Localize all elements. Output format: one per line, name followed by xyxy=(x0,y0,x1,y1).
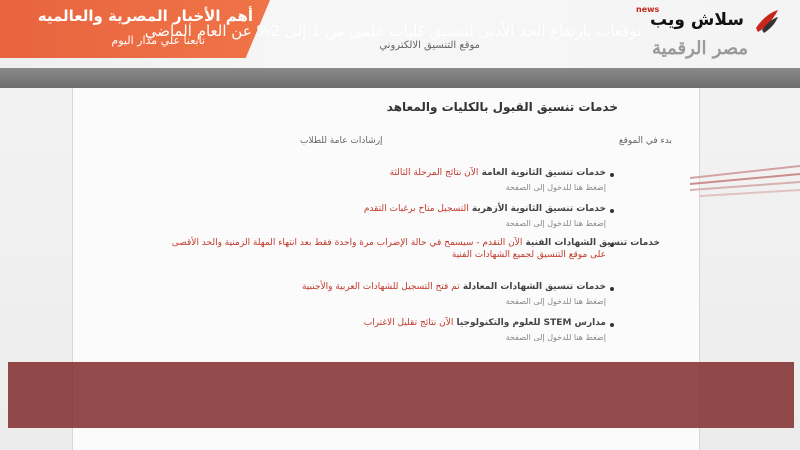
headline-caption: توقعات بارتفاع الحد الأدنى لتنسيق كليات علمى من 1 إلى 2% عن العام الماضي xyxy=(144,22,642,40)
bullet xyxy=(610,287,614,291)
service-title: خدمات تنسيق الشهادات المعادلة xyxy=(462,282,606,292)
service-title: خدمات تنسيق الشهادات الفنية xyxy=(525,238,660,248)
bullet xyxy=(610,173,614,177)
service-link[interactable]: إضغط هنا للدخول إلى الصفحة xyxy=(505,333,606,342)
home-link[interactable]: بدء في الموقع xyxy=(618,136,672,146)
banner-subtitle: تابعنا علي مدار اليوم xyxy=(111,34,205,47)
service-item-technical[interactable] xyxy=(100,238,660,274)
service-note: التسجيل متاح برغبات التقدم xyxy=(363,204,469,214)
bullet xyxy=(610,323,614,327)
service-link[interactable]: إضغط هنا للدخول إلى الصفحة xyxy=(505,219,606,228)
service-title: خدمات تنسيق الثانوية الأزهرية xyxy=(471,204,606,214)
student-guide-link[interactable]: إرشادات عامة للطلاب xyxy=(300,136,383,146)
service-note-continued: على موقع التنسيق لجميع الشهادات الفنية xyxy=(451,250,606,260)
caption-strip xyxy=(8,362,794,428)
portal-subtitle: موقع التنسيق الالكتروني xyxy=(379,40,480,51)
service-item-general[interactable] xyxy=(100,168,620,204)
portal-navbar xyxy=(0,68,800,88)
service-link[interactable]: إضغط هنا للدخول إلى الصفحة xyxy=(505,183,606,192)
service-item-azhar[interactable] xyxy=(100,204,620,240)
decorative-stripes xyxy=(690,160,800,220)
service-note: الآن نتائج تقليل الاغتراب xyxy=(363,318,454,328)
service-note: تم فتح التسجيل للشهادات العربية والأجنبية xyxy=(301,282,460,292)
brand-logo: سلاش ويب xyxy=(650,10,744,30)
service-title: خدمات تنسيق الثانوية العامة xyxy=(481,168,606,178)
portal-logo: مصر الرقمية xyxy=(652,38,748,59)
service-title: مدارس STEM للعلوم والتكنولوجيا xyxy=(456,318,606,328)
page-heading: خدمات تنسيق القبول بالكليات والمعاهد xyxy=(386,100,618,114)
service-item-equivalent[interactable] xyxy=(100,282,620,318)
service-link[interactable]: إضغط هنا للدخول إلى الصفحة xyxy=(505,297,606,306)
banner-title: أهم الأخبار المصرية والعالميه xyxy=(37,7,253,25)
breadcrumb xyxy=(300,136,672,150)
service-note: الآن نتائج المرحلة الثالثة xyxy=(389,168,479,178)
brand-tag: news xyxy=(636,5,660,14)
bullet xyxy=(610,209,614,213)
service-item-stem[interactable] xyxy=(100,318,620,354)
service-note: الآن التقدم - سيسمح في حالة الإضراب مرة واحدة فقط بعد انتهاء المهلة الزمنية والحد الأقصى xyxy=(171,238,523,248)
